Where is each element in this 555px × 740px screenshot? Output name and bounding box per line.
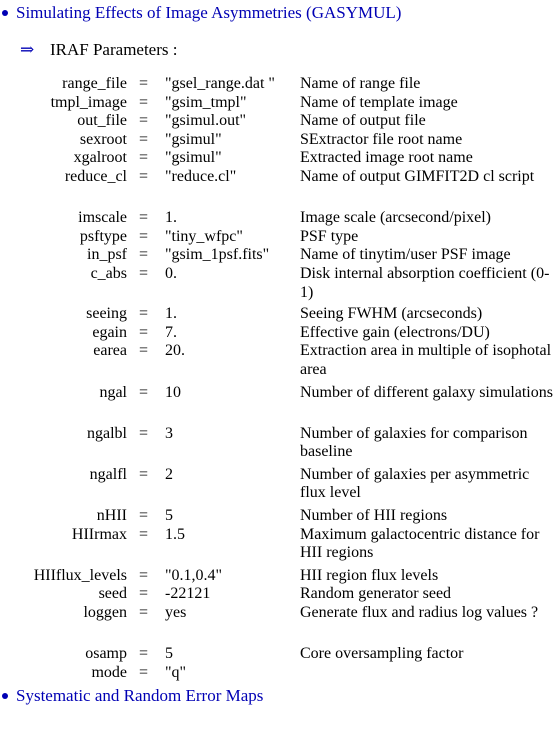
param-name: earea	[93, 342, 127, 360]
param-description: Image scale (arcsecond/pixel)	[300, 209, 492, 227]
param-row	[0, 507, 555, 526]
param-description: Name of output GIMFIT2D cl script	[300, 167, 535, 185]
param-equals: =	[139, 75, 149, 92]
param-row	[0, 75, 555, 94]
param-value: "q"	[165, 663, 187, 681]
param-description: Number of different galaxy simulations	[300, 383, 553, 401]
param-description: Extracted image root name	[300, 149, 473, 167]
param-equals: =	[139, 149, 149, 167]
param-value: 3	[165, 424, 173, 442]
param-name: HIIflux_levels	[33, 566, 127, 584]
param-row	[0, 228, 555, 247]
param-value: "gsimul"	[165, 130, 222, 148]
section-error-maps-heading[interactable]	[0, 685, 263, 707]
param-description: Effective gain (electrons/DU)	[300, 323, 490, 341]
param-equals: =	[139, 585, 149, 603]
param-value: "0.1,0.4"	[165, 566, 223, 584]
param-equals: =	[139, 383, 149, 401]
param-row	[0, 567, 555, 586]
param-value: "gsim_1psf.fits"	[165, 246, 270, 264]
param-value: "gsel_range.dat "	[165, 75, 275, 92]
param-value: "gsimul"	[165, 149, 222, 167]
param-name: egain	[92, 323, 127, 341]
param-equals: =	[139, 566, 149, 584]
param-name: out_file	[77, 112, 127, 130]
param-equals: =	[139, 112, 149, 130]
bullet-dot-icon	[2, 693, 8, 699]
param-name: ngal	[99, 383, 127, 401]
param-row	[0, 94, 555, 113]
param-value: 5	[165, 645, 173, 663]
param-name: mode	[91, 663, 127, 681]
param-row	[0, 209, 555, 228]
bullet-dot-icon	[2, 10, 8, 16]
param-equals: =	[139, 604, 149, 622]
param-equals: =	[139, 227, 149, 245]
param-description: Name of tinytim/user PSF image	[300, 246, 511, 264]
param-row	[0, 265, 555, 302]
param-row	[0, 466, 555, 503]
param-description: Extraction area in multiple of isophotal area	[300, 342, 552, 378]
param-value: 10	[165, 383, 181, 401]
param-value: "gsim_tmpl"	[165, 93, 247, 111]
param-name: imscale	[78, 209, 127, 227]
param-description: Generate flux and radius log values ?	[300, 604, 539, 622]
param-equals: =	[139, 663, 149, 681]
param-equals: =	[139, 130, 149, 148]
param-equals: =	[139, 323, 149, 341]
param-name: nHII	[96, 507, 127, 525]
param-equals: =	[139, 507, 149, 525]
param-description: Name of output file	[300, 112, 426, 130]
param-value: yes	[165, 604, 187, 622]
param-name: ngalbl	[87, 424, 127, 442]
param-name: HIIrmax	[71, 525, 127, 543]
param-equals: =	[139, 305, 149, 323]
iraf-parameter-table	[0, 75, 555, 682]
param-row	[0, 131, 555, 150]
param-row	[0, 645, 555, 664]
param-row	[0, 585, 555, 604]
param-name: psftype	[79, 227, 127, 245]
param-description: Disk internal absorption coefficient (0-1)	[300, 264, 550, 301]
param-row	[0, 342, 555, 379]
param-row	[0, 324, 555, 343]
param-name: reduce_cl	[64, 167, 127, 185]
param-row	[0, 664, 555, 683]
param-row	[0, 112, 555, 131]
param-row	[0, 425, 555, 462]
param-value: 1.	[165, 209, 177, 227]
param-equals: =	[139, 645, 149, 663]
param-value: 0.	[165, 264, 177, 282]
param-name: c_abs	[90, 264, 127, 282]
double-right-arrow-icon: ⇒	[20, 40, 35, 59]
param-name: xgalroot	[73, 149, 127, 167]
param-description: Name of template image	[300, 93, 458, 111]
param-name: loggen	[83, 604, 127, 622]
param-row	[0, 305, 555, 324]
param-row	[0, 526, 555, 563]
section-simulating-heading[interactable]	[0, 2, 401, 24]
param-value: -22121	[165, 585, 211, 603]
param-row	[0, 246, 555, 265]
param-equals: =	[139, 167, 149, 185]
param-description: Core oversampling factor	[300, 645, 464, 663]
param-value: 2	[165, 465, 173, 483]
param-row	[0, 149, 555, 168]
param-description: Name of range file	[300, 75, 421, 92]
param-value: 7.	[165, 323, 177, 341]
param-value: 20.	[165, 342, 185, 360]
param-row	[0, 604, 555, 641]
section-title[interactable]: Systematic and Random Error Maps	[16, 686, 264, 705]
subsection-title: IRAF Parameters :	[50, 40, 178, 59]
param-description: Number of HII regions	[300, 507, 448, 525]
param-description: PSF type	[300, 227, 359, 245]
param-value: "reduce.cl"	[165, 167, 237, 185]
param-equals: =	[139, 246, 149, 264]
param-description: Number of galaxies per asymmetric flux level	[300, 465, 530, 502]
param-value: "gsimul.out"	[165, 112, 247, 130]
param-equals: =	[139, 424, 149, 442]
param-description: HII region flux levels	[300, 566, 439, 584]
param-description: Maximum galactocentric distance for HII regions	[300, 525, 540, 562]
iraf-parameters-heading	[20, 39, 177, 61]
param-equals: =	[139, 525, 149, 543]
param-value: 5	[165, 507, 173, 525]
param-description: Seeing FWHM (arcseconds)	[300, 305, 483, 323]
param-equals: =	[139, 264, 149, 282]
param-row	[0, 384, 555, 421]
param-name: range_file	[62, 75, 127, 92]
param-equals: =	[139, 465, 149, 483]
param-value: "tiny_wfpc"	[165, 227, 243, 245]
param-description: Random generator seed	[300, 585, 452, 603]
param-equals: =	[139, 209, 149, 227]
param-equals: =	[139, 342, 149, 360]
param-value: 1.5	[165, 525, 185, 543]
param-description: SExtractor file root name	[300, 130, 463, 148]
param-name: tmpl_image	[50, 93, 127, 111]
param-name: sexroot	[79, 130, 127, 148]
section-title[interactable]: Simulating Effects of Image Asymmetries (GASYMUL)	[16, 3, 402, 22]
param-equals: =	[139, 93, 149, 111]
param-description: Number of galaxies for comparison baseline	[300, 424, 528, 461]
param-value: 1.	[165, 305, 177, 323]
param-name: ngalfl	[89, 465, 127, 483]
param-name: in_psf	[87, 246, 127, 264]
param-row	[0, 168, 555, 205]
param-name: seeing	[86, 305, 127, 323]
param-name: seed	[98, 585, 127, 603]
param-name: osamp	[85, 645, 127, 663]
